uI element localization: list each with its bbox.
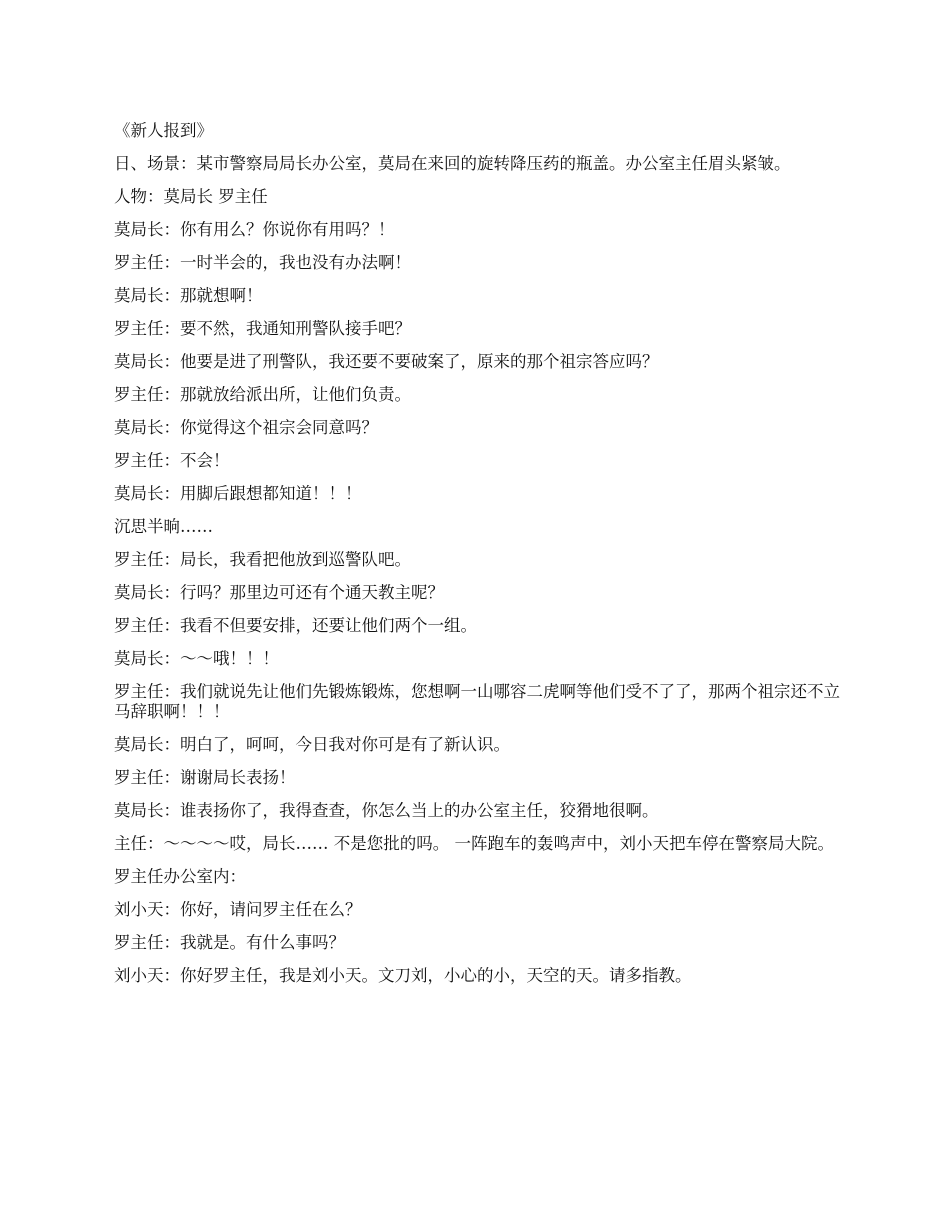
dialogue-line: 罗主任：一时半会的，我也没有办法啊！ [114,253,411,272]
dialogue-line: 莫局长：你觉得这个祖宗会同意吗？ [114,418,378,437]
dialogue-line: 罗主任：那就放给派出所，让他们负责。 [114,385,411,404]
dialogue-line: 罗主任：谢谢局长表扬！ [114,768,296,787]
dialogue-line: 罗主任：我们就说先让他们先锻炼锻炼，您想啊一山哪容二虎啊等他们受不了了，那两个祖宗还不立马辞职啊！！！ [114,682,840,721]
dialogue-line: 主任：～～～～哎，局长…… 不是您批的吗。 一阵跑车的轰鸣声中，刘小天把车停在警察局大院。 [114,834,834,853]
scene-description: 日、场景：某市警察局局长办公室，莫局在来回的旋转降压药的瓶盖。办公室主任眉头紧皱。 [114,154,791,173]
dialogue-line: 罗主任：我看不但要安排，还要让他们两个一组。 [114,616,477,635]
scene-heading: 罗主任办公室内： [114,867,246,886]
dialogue-line: 罗主任：我就是。有什么事吗？ [114,933,345,952]
dialogue-line: 莫局长：用脚后跟想都知道！！！ [114,484,362,503]
dialogue-line: 莫局长：你有用么？你说你有用吗？！ [114,220,395,239]
stage-direction: 沉思半晌…… [114,517,213,536]
dialogue-line: 刘小天：你好罗主任，我是刘小天。文刀刘，小心的小，天空的天。请多指教。 [114,966,692,985]
dialogue-line: 莫局长：他要是进了刑警队，我还要不要破案了，原来的那个祖宗答应吗？ [114,352,659,371]
characters-line: 人物：莫局长 罗主任 [114,187,268,206]
dialogue-line: 莫局长：明白了，呵呵，今日我对你可是有了新认识。 [114,735,510,754]
dialogue-line: 罗主任：局长，我看把他放到巡警队吧。 [114,550,411,569]
dialogue-line: 莫局长：行吗？那里边可还有个通天教主呢？ [114,583,444,602]
dialogue-line: 莫局长：谁表扬你了，我得查查，你怎么当上的办公室主任，狡猾地很啊。 [114,801,659,820]
document-title: 《新人报到》 [114,121,213,140]
dialogue-line: 刘小天：你好，请问罗主任在么？ [114,900,362,919]
document-page [114,121,844,999]
dialogue-line: 罗主任：不会！ [114,451,230,470]
dialogue-line: 罗主任：要不然，我通知刑警队接手吧？ [114,319,411,338]
dialogue-line: 莫局长：那就想啊！ [114,286,263,305]
dialogue-line: 莫局长：～～哦！！！ [114,649,279,668]
